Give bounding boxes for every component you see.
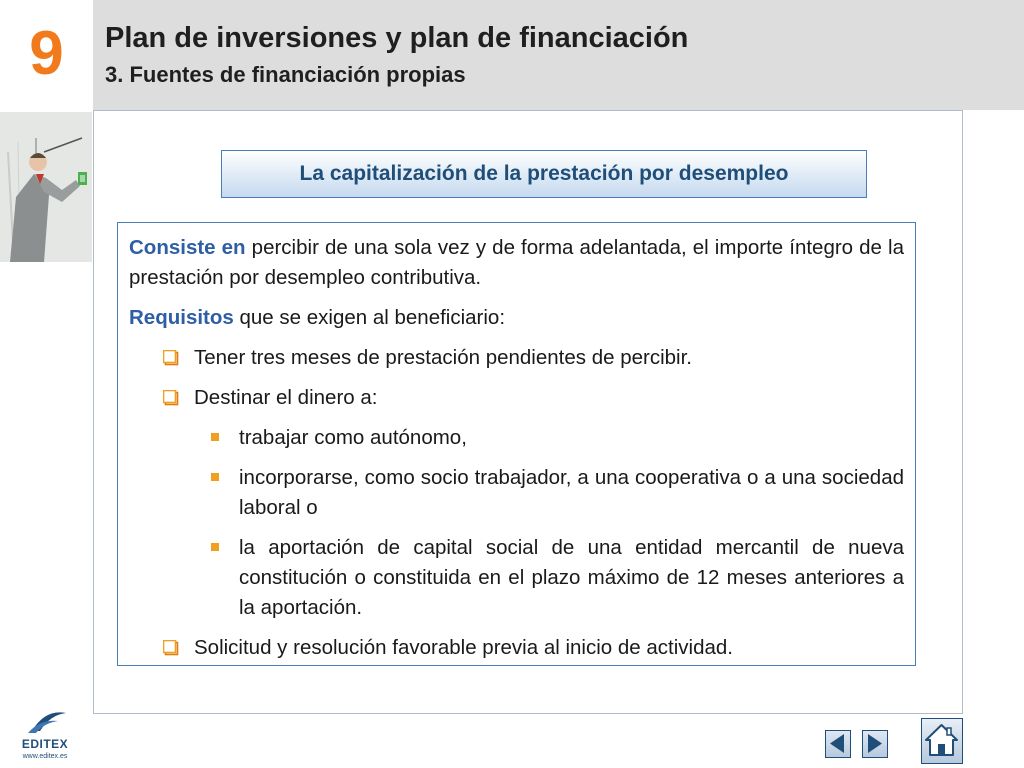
editex-logo	[10, 705, 80, 765]
section-title: La capitalización de la prestación por desempleo	[221, 150, 867, 198]
requirement-text: Solicitud y resolución favorable previa al inicio de actividad.	[194, 636, 733, 659]
requirement-text: Destinar el dinero a:	[194, 386, 378, 409]
checkbox-bullet-icon	[163, 390, 179, 406]
intro-text: percibir de una sola vez y de forma adelantada, el importe íntegro de la prestación por desempleo contributiva.	[129, 236, 905, 289]
requirements-keyword: Requisitos	[129, 306, 234, 329]
chapter-number: 9	[29, 19, 64, 88]
previous-slide-button[interactable]	[825, 730, 851, 758]
square-bullet-icon	[211, 473, 219, 481]
destination-item	[129, 423, 904, 453]
requirement-text: Tener tres meses de prestación pendientes de percibir.	[194, 346, 692, 369]
requirement-item	[129, 633, 904, 663]
square-bullet-icon	[211, 433, 219, 441]
destination-item	[129, 463, 904, 523]
requirement-item	[129, 343, 904, 373]
triangle-left-icon	[826, 731, 849, 756]
editex-logo-icon	[10, 705, 80, 737]
chapter-badge	[0, 0, 93, 110]
destination-text: incorporarse, como socio trabajador, a una cooperativa o a una sociedad laboral o	[239, 466, 904, 519]
logo-url: www.editex.es	[22, 753, 68, 760]
requirements-paragraph	[129, 303, 904, 333]
content-textbox	[117, 222, 916, 666]
intro-paragraph	[129, 233, 904, 293]
logo-text: EDITEX	[21, 737, 69, 751]
page-title: Plan de inversiones y plan de financiación	[105, 22, 689, 54]
businessman-illustration	[0, 112, 92, 262]
square-bullet-icon	[211, 543, 219, 551]
checkbox-bullet-icon	[163, 350, 179, 366]
intro-keyword: Consiste en	[129, 236, 246, 259]
home-button[interactable]	[921, 718, 963, 764]
checkbox-bullet-icon	[163, 640, 179, 656]
next-slide-button[interactable]	[862, 730, 888, 758]
triangle-right-icon	[863, 731, 886, 756]
destination-text: la aportación de capital social de una entidad mercantil de nueva constitución o constituida en el plazo máximo de 12 meses anteriores a la aportación.	[239, 536, 904, 619]
destination-item	[129, 533, 904, 623]
house-icon	[922, 719, 961, 762]
page-subtitle: 3. Fuentes de financiación propias	[105, 62, 466, 87]
requirement-item	[129, 383, 904, 413]
slide-header	[93, 0, 1024, 110]
destination-text: trabajar como autónomo,	[239, 426, 467, 449]
requirements-text: que se exigen al beneficiario:	[233, 306, 506, 329]
